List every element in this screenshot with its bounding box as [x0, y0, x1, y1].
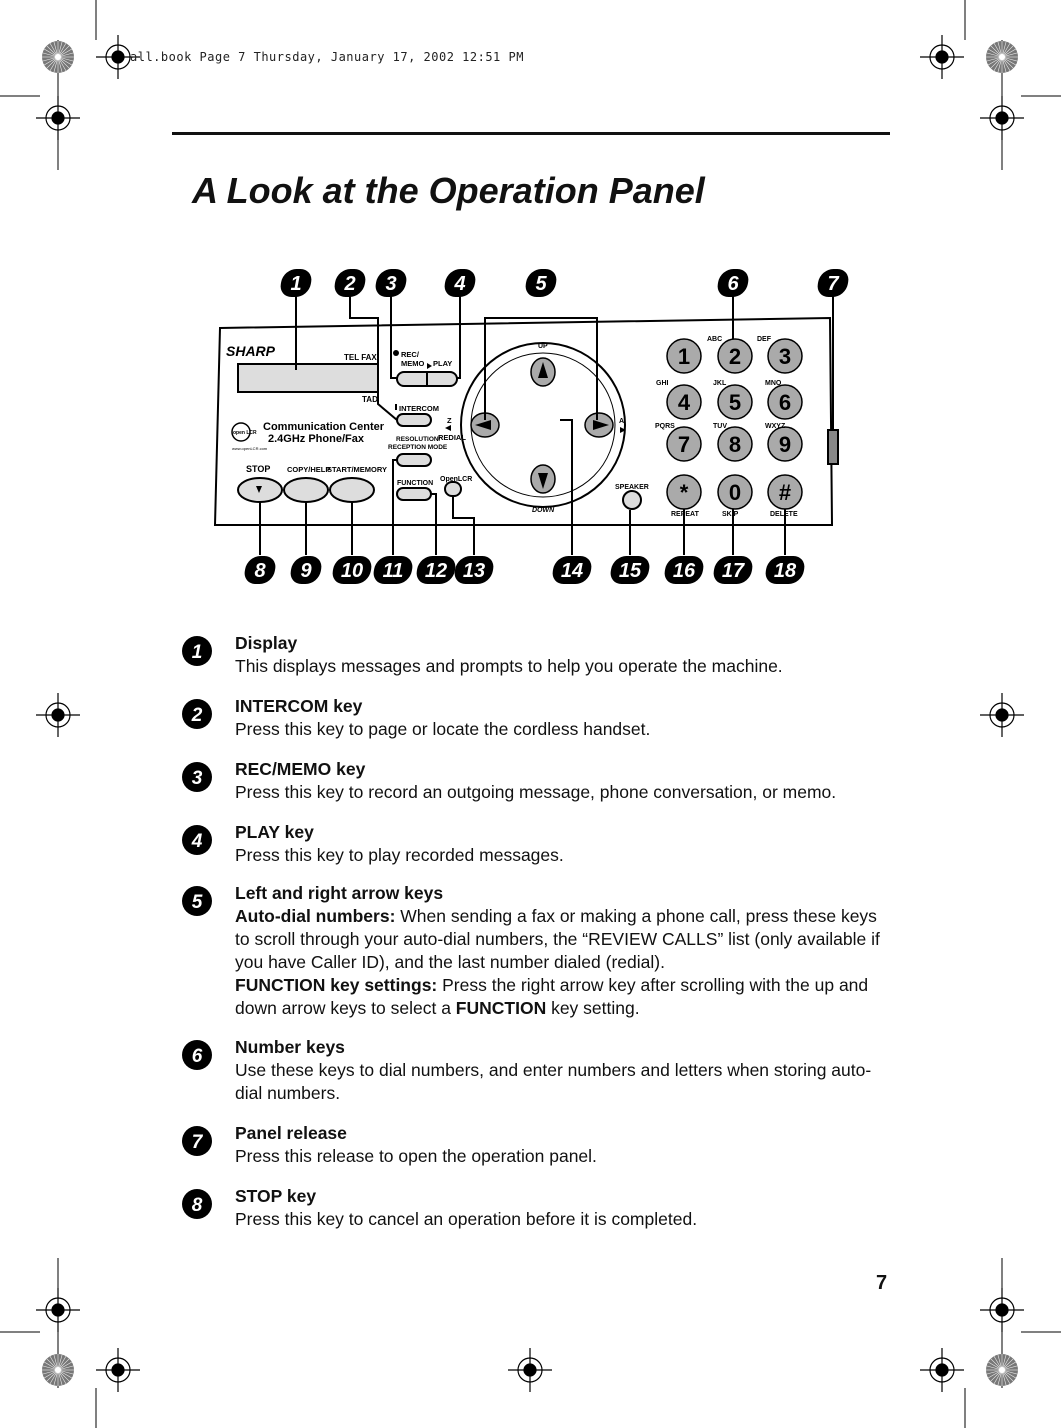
function-label: FUNCTION: [397, 480, 434, 487]
callout-badge: [180, 1124, 214, 1158]
up-label: UP: [538, 343, 548, 350]
logo-badge: open LCR: [233, 430, 257, 436]
item-paragraph: [235, 974, 895, 1020]
item-text: Press this key to play recorded messages.: [235, 845, 564, 865]
svg-text:3: 3: [385, 273, 397, 295]
down-label: DOWN: [532, 507, 555, 514]
item-bold: Auto-dial numbers:: [235, 906, 396, 926]
item-title: Number keys: [235, 1037, 345, 1057]
callout-badge-number: 6: [191, 1046, 203, 1067]
redial-label: REDIAL: [438, 433, 466, 442]
callout-badge: [180, 1187, 214, 1221]
item-text: Press the right arrow key after scrolling with the up and down arrow keys to select a: [235, 975, 869, 1018]
callout-4: [443, 269, 478, 297]
callout-badge-number: 3: [191, 768, 203, 789]
item-text: Press this release to open the operation panel.: [235, 1146, 597, 1166]
callout-16: [663, 556, 706, 584]
svg-text:8: 8: [254, 560, 266, 582]
item-bold: FUNCTION key settings:: [235, 975, 438, 995]
item-text: Use these keys to dial numbers, and enter numbers and letters when storing auto-dial numbers.: [235, 1060, 872, 1103]
callout-badge-number: 8: [191, 1195, 203, 1216]
svg-text:11: 11: [382, 560, 404, 582]
skip-label: SKIP: [722, 511, 739, 518]
number-key-label: 5: [728, 390, 742, 415]
svg-text:7: 7: [827, 273, 839, 295]
item-text: Press this key to record an outgoing message, phone conversation, or memo.: [235, 782, 837, 802]
speaker-key: [623, 491, 641, 509]
callout-9: [289, 556, 324, 584]
number-key-label: 1: [677, 344, 691, 369]
number-key-label: 8: [728, 432, 742, 457]
svg-text:1: 1: [290, 273, 302, 295]
svg-text:4: 4: [454, 273, 466, 295]
delete-label: DELETE: [770, 511, 798, 518]
logo-url: www.openLCR.com: [232, 446, 268, 451]
callout-17: [712, 556, 755, 584]
page-title: A Look at the Operation Panel: [192, 170, 705, 211]
callout-badge: [180, 634, 214, 668]
number-key-label: 7: [677, 432, 691, 457]
callout-14: [551, 556, 594, 584]
start-memory-label: START/MEMORY: [327, 465, 387, 474]
z-label: Z: [447, 416, 452, 425]
key-letters-label: DEF: [757, 336, 771, 343]
copy-help-label: COPY/HELP: [287, 465, 331, 474]
key-letters-label: TUV: [713, 423, 727, 430]
item-title: Display: [235, 633, 298, 653]
callout-badge-number: 7: [191, 1132, 203, 1153]
svg-text:10: 10: [340, 560, 364, 582]
callout-badge: [180, 697, 214, 731]
item-title: REC/MEMO key: [235, 759, 366, 779]
start-key: [330, 478, 374, 502]
item-title: INTERCOM key: [235, 696, 363, 716]
callout-badge-number: 2: [191, 705, 203, 726]
svg-text:13: 13: [462, 560, 486, 582]
callout-7: [816, 269, 851, 297]
brand-logo: SHARP: [226, 343, 276, 359]
svg-text:2: 2: [344, 273, 356, 295]
callout-18: [764, 556, 807, 584]
tad-label: TAD: [362, 395, 378, 404]
callout-3: [374, 269, 409, 297]
callout-13: [453, 556, 496, 584]
item-title: STOP key: [235, 1186, 317, 1206]
function-key: [397, 488, 431, 500]
key-letters-label: ABC: [707, 336, 723, 343]
svg-text:18: 18: [773, 560, 797, 582]
item-text: This displays messages and prompts to help you operate the machine.: [235, 656, 783, 676]
item-bold: FUNCTION: [455, 998, 547, 1018]
number-key-label: #: [778, 480, 792, 505]
speaker-label: SPEAKER: [615, 484, 649, 491]
number-key-label: *: [679, 480, 689, 505]
svg-text:6: 6: [727, 273, 739, 295]
item-text: Press this key to page or locate the cordless handset.: [235, 719, 651, 739]
rec-memo-label: REC/ MEMO: [401, 350, 425, 368]
copy-key: [284, 478, 328, 502]
intercom-label: INTERCOM: [399, 404, 439, 413]
svg-text:16: 16: [672, 560, 696, 582]
openlcr-label: OpenLCR: [440, 476, 473, 483]
resolution-key: [397, 454, 431, 466]
item-title: Left and right arrow keys: [235, 883, 444, 903]
logo-line-1: Communication Center: [263, 421, 385, 433]
svg-text:15: 15: [618, 560, 642, 582]
callout-badge: [180, 884, 214, 918]
key-letters-label: JKL: [713, 380, 727, 387]
number-key-label: 6: [778, 390, 792, 415]
intercom-key: [397, 414, 431, 426]
number-key-label: 0: [728, 480, 742, 505]
panel-release: [828, 430, 838, 464]
callout-5: [524, 269, 559, 297]
key-letters-label: WXYZ: [765, 423, 786, 430]
play-label: PLAY: [433, 359, 453, 368]
callout-10: [331, 556, 374, 584]
callout-badge-number: 1: [191, 642, 203, 663]
key-letters-label: GHI: [656, 380, 669, 387]
item-text: When sending a fax or making a phone call, press these keys to scroll through your auto-dial numbers, the “REVIEW CALLS” list (only available if you have Caller ID), and the last number dialed (redial).: [235, 906, 880, 972]
stop-label: STOP: [246, 464, 271, 474]
page-number: 7: [876, 1272, 888, 1294]
callout-badge-number: 5: [191, 892, 203, 913]
callout-badge: [180, 760, 214, 794]
item-paragraph: [235, 905, 895, 974]
svg-text:5: 5: [535, 273, 547, 295]
callout-badge-number: 4: [191, 831, 203, 852]
operation-panel-diagram: [0, 0, 1061, 620]
item-text: key setting.: [546, 998, 640, 1018]
running-head: all.book Page 7 Thursday, January 17, 2002 12:51 PM: [130, 50, 524, 64]
callout-badge: [180, 1038, 214, 1072]
item-text: Press this key to cancel an operation before it is completed.: [235, 1209, 698, 1229]
callout-8: [243, 556, 278, 584]
item-title: Panel release: [235, 1123, 347, 1143]
callout-2: [333, 269, 368, 297]
callout-badge: [180, 823, 214, 857]
number-key-label: 2: [728, 344, 742, 369]
item-title: PLAY key: [235, 822, 314, 842]
callout-6: [716, 269, 751, 297]
display-window: [238, 364, 378, 392]
svg-text:9: 9: [300, 560, 312, 582]
callout-12: [415, 556, 458, 584]
key-letters-label: PQRS: [655, 423, 675, 430]
callout-11: [372, 556, 415, 584]
tel-fax-label: TEL FAX: [344, 353, 377, 362]
callout-1: [279, 269, 314, 297]
number-key-label: 9: [778, 432, 792, 457]
logo-line-2: 2.4GHz Phone/Fax: [268, 433, 364, 445]
number-key-label: 4: [677, 390, 691, 415]
svg-text:14: 14: [560, 560, 584, 582]
callout-15: [609, 556, 652, 584]
a-label: A: [619, 418, 625, 425]
repeat-label: REPEAT: [671, 511, 699, 518]
svg-text:17: 17: [721, 560, 745, 582]
openlcr-key: [445, 482, 461, 496]
svg-text:12: 12: [424, 560, 448, 582]
resolution-label: RESOLUTION/ RECEPTION MODE: [388, 436, 448, 451]
number-key-label: 3: [778, 344, 792, 369]
key-letters-label: MNO: [765, 380, 782, 387]
